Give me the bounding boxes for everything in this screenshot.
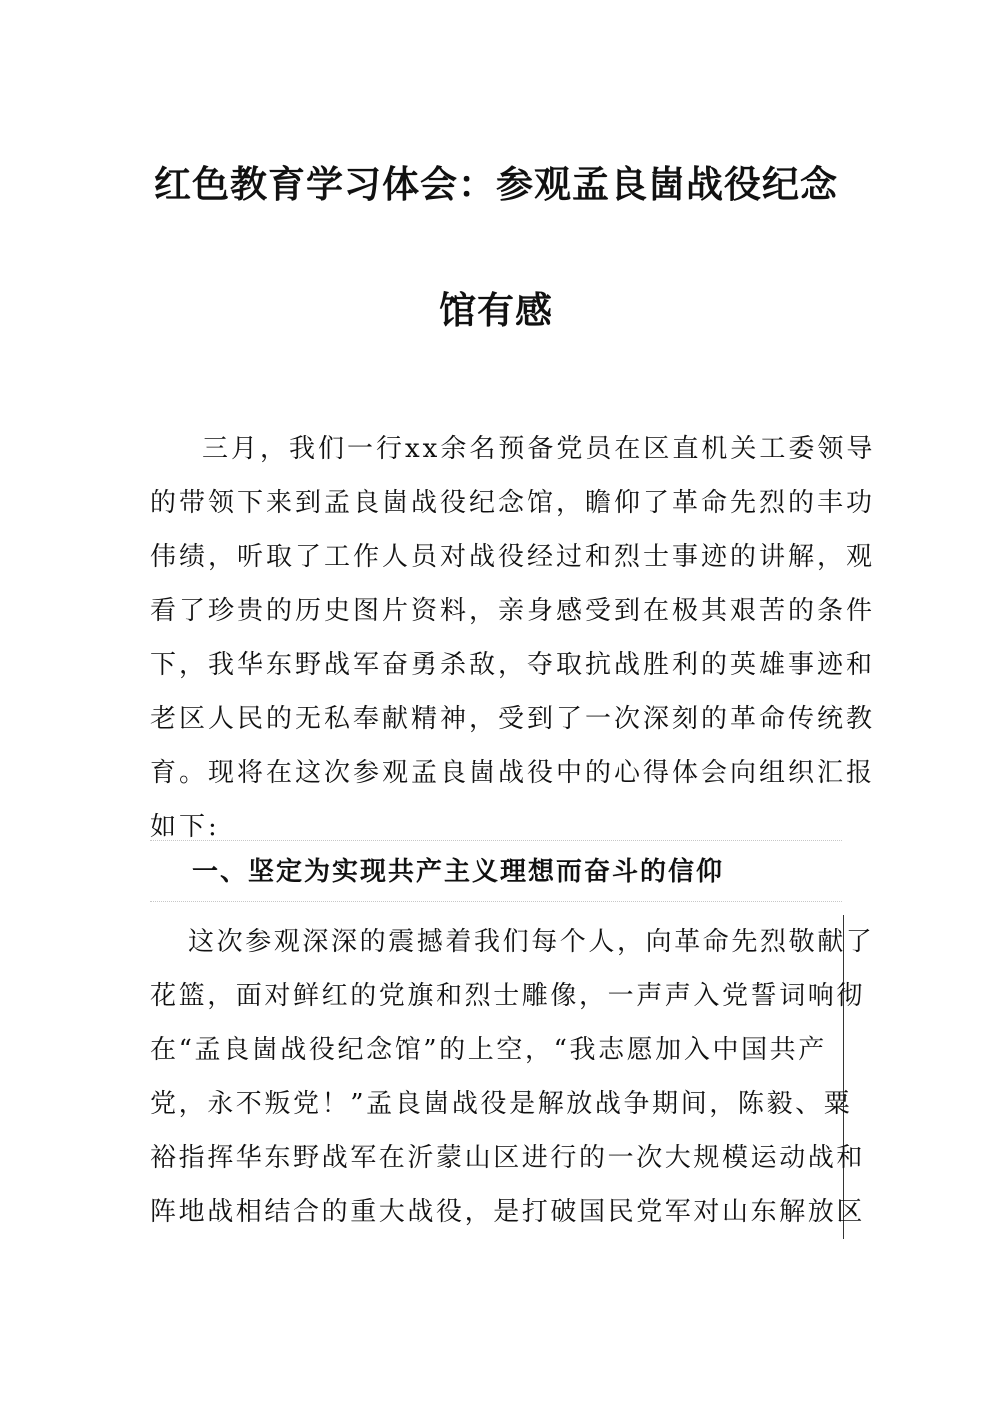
paragraph-line: 花篮，面对鲜红的党旗和烈士雕像，一声声入党誓词响彻	[150, 969, 844, 1023]
paragraph-line: 的带领下来到孟良崮战役纪念馆，瞻仰了革命先烈的丰功	[150, 488, 876, 518]
paragraph-line: 裕指挥华东野战军在沂蒙山区进行的一次大规模运动战和	[150, 1131, 844, 1185]
paragraph-line: 下，我华东野战军奋勇杀敌，夺取抗战胜利的英雄事迹和	[150, 650, 876, 680]
paragraph-line: 如下:	[150, 812, 220, 842]
section-heading: 一、坚定为实现共产主义理想而奋斗的信仰	[150, 840, 842, 902]
paragraph-line: 三月，我们一行xx余名预备党员在区直机关工委领导	[202, 434, 876, 464]
paragraph-line: 育。现将在这次参观孟良崮战役中的心得体会向组织汇报	[150, 758, 876, 788]
paragraph-line: 在“孟良崮战役纪念馆”的上空，“我志愿加入中国共产	[150, 1023, 844, 1077]
paragraph-line: 阵地战相结合的重大战役，是打破国民党军对山东解放区	[150, 1185, 844, 1239]
intro-paragraph	[150, 422, 876, 854]
paragraph-line: 党，永不叛党！”孟良崮战役是解放战争期间，陈毅、粟	[150, 1077, 844, 1131]
document-title-line-1: 红色教育学习体会：参观孟良崮战役纪念	[154, 162, 838, 206]
section-paragraph	[150, 915, 875, 1239]
paragraph-line: 伟绩，听取了工作人员对战役经过和烈士事迹的讲解，观	[150, 542, 876, 572]
paragraph-line: 看了珍贵的历史图片资料，亲身感受到在极其艰苦的条件	[150, 596, 876, 626]
document-title-line-2: 馆有感	[439, 288, 553, 332]
paragraph-line: 老区人民的无私奉献精神，受到了一次深刻的革命传统教	[150, 704, 876, 734]
paragraph-line: 这次参观深深的震撼着我们每个人，向革命先烈敬献了	[150, 915, 844, 969]
